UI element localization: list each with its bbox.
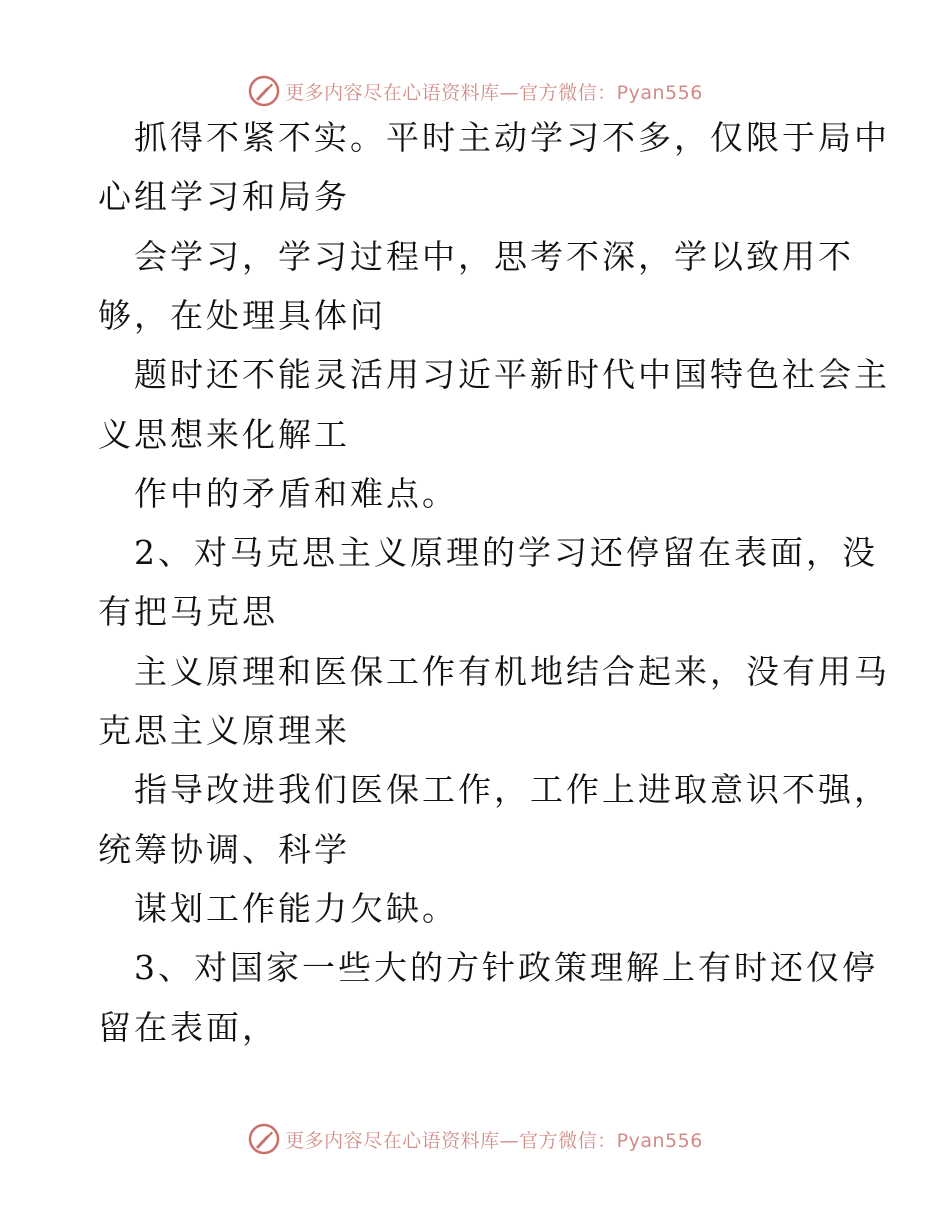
- body-text-line: 留在表面，: [98, 1007, 278, 1047]
- body-text-line: 作中的矛盾和难点。: [134, 473, 458, 513]
- body-text-line: 2、对马克思主义原理的学习还停留在表面，没: [134, 533, 878, 573]
- body-text-line: 心组学习和局务: [98, 177, 350, 217]
- body-text-line: 指导改进我们医保工作，工作上进取意识不强，: [134, 770, 890, 810]
- quill-pen-logo-icon: [247, 1122, 281, 1156]
- footer-watermark: [0, 1119, 950, 1159]
- watermark-text: 更多内容尽在心语资料库—官方微信：Pyan556: [285, 1129, 703, 1152]
- body-text-line: 抓得不紧不实。平时主动学习不多，仅限于局中: [134, 118, 890, 157]
- body-text-line: 主义原理和医保工作有机地结合起来，没有用马: [134, 651, 890, 691]
- body-text-line: 克思主义原理来: [98, 711, 350, 750]
- body-text-line: 有把马克思: [98, 592, 278, 632]
- body-text-line: 3、对国家一些大的方针政策理解上有时还仅停: [134, 948, 878, 988]
- header-watermark: [0, 71, 950, 111]
- watermark-text: 更多内容尽在心语资料库—官方微信：Pyan556: [285, 81, 703, 104]
- body-text-line: 够，在处理具体问: [98, 295, 386, 335]
- body-text-line: 义思想来化解工: [98, 414, 350, 454]
- body-text-line: 谋划工作能力欠缺。: [134, 888, 458, 928]
- quill-pen-logo-icon: [247, 74, 281, 108]
- body-text-line: 会学习，学习过程中，思考不深，学以致用不: [134, 236, 854, 276]
- body-text-line: 题时还不能灵活用习近平新时代中国特色社会主: [134, 355, 890, 395]
- body-text-line: 统筹协调、科学: [98, 829, 350, 869]
